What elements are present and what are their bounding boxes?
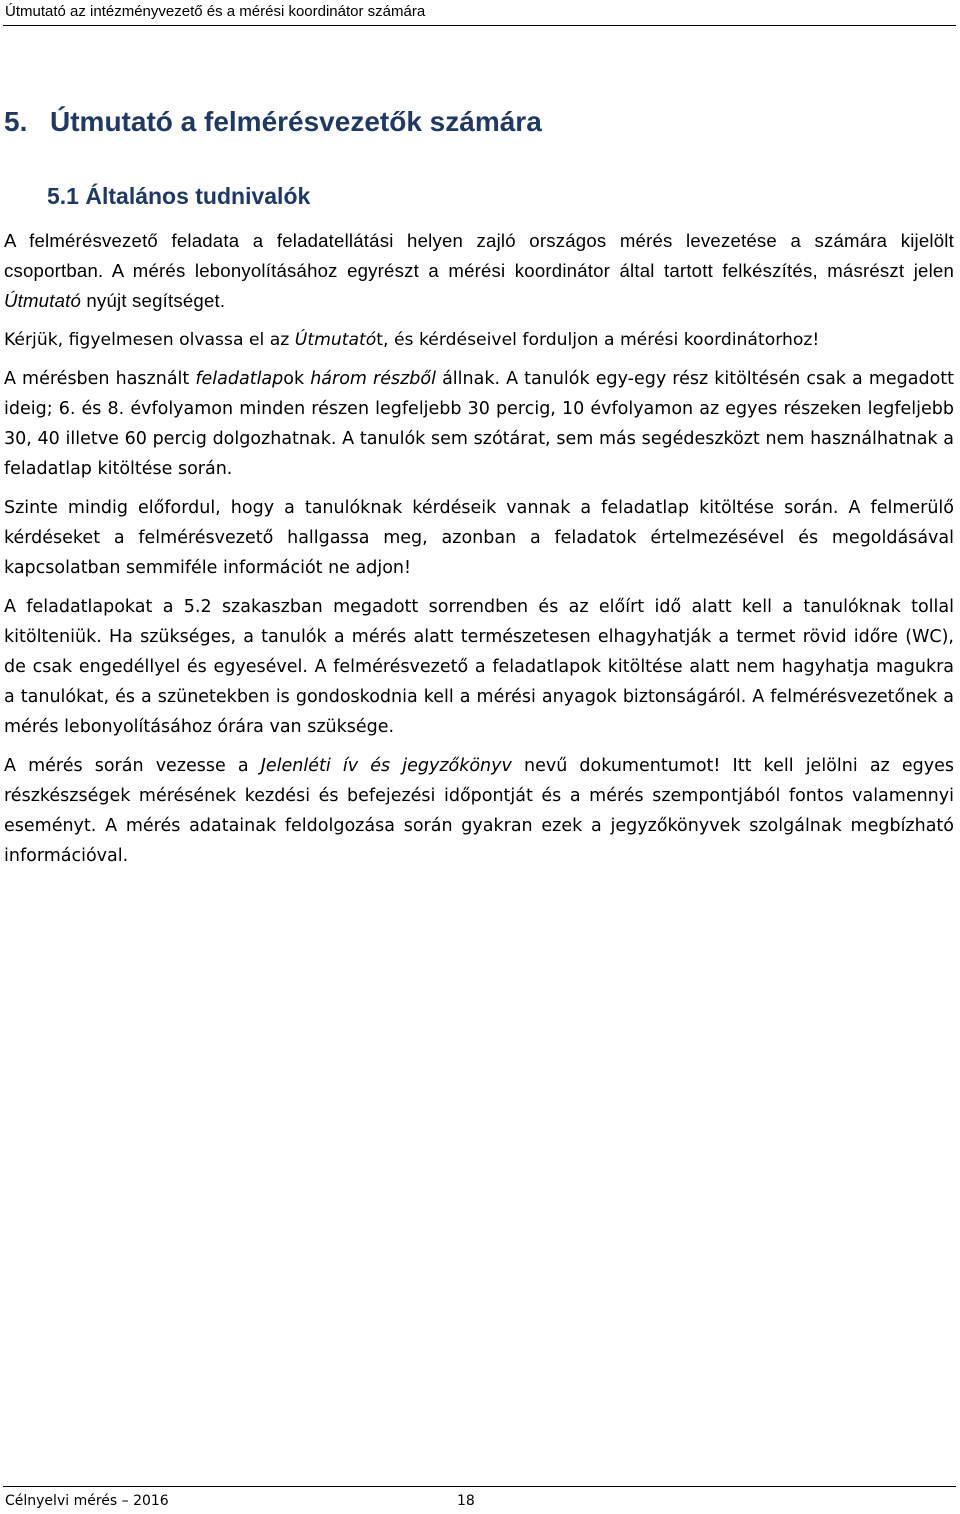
paragraph-order: A feladatlapokat a 5.2 szakaszban megadott sorrendben és az előírt idő alatt kell a tanulóknak tollal kitölteniük. Ha szükséges, a tanulók a mérés alatt természetesen elhagyhatják a termet rövid időre (WC), de csak engedéllyel és egyesével. A felmérésvezető a feladatlapok kitöltése alatt nem hagyhatja magukra a tanulókat, és a szünetekben is gondoskodnia kell a mérési anyagok biztonságáról. A felmérésvezetőnek a mérés lebonyolításához órára van szüksége. (4, 597, 954, 737)
chapter-number: 5. (4, 106, 28, 137)
paragraph-text: A mérés során vezesse a (4, 756, 261, 776)
paragraph-text: t, és kérdéseivel forduljon a mérési koordinátorhoz! (376, 330, 820, 350)
header-divider (3, 25, 956, 26)
emphasis-text: Útmutató (294, 330, 377, 350)
emphasis-text: három részből (310, 369, 436, 389)
emphasis-text: feladatlap (195, 369, 284, 389)
page-number: 18 (457, 1493, 475, 1509)
running-header: Útmutató az intézményvezető és a mérési koordinátor számára (5, 3, 426, 20)
paragraph-text: A felmérésvezető feladata a feladatellátási helyen zajló országos mérés levezetése a számára kijelölt csoportban. A mérés lebonyolításához egyrészt a mérési koordinátor által tartott felkészítés, másrészt jelen (4, 230, 954, 281)
paragraph-request (4, 325, 954, 355)
paragraph-text: nevű dokumentumot! Itt kell jelölni az egyes részkészségek mérésének kezdési és befejezési időpontját és a mérés szempontjából fontos valamennyi eseményt. A mérés adatainak feldolgozása során gyakran ezek a jegyzőkönyvek szolgálnak megbízható információval. (4, 756, 954, 866)
paragraph-text: Kérjük, figyelmesen olvassa el az (4, 330, 295, 350)
paragraph-intro (4, 226, 954, 316)
emphasis-text: Útmutató (4, 290, 82, 311)
paragraph-text: állnak. A tanulók egy-egy rész kitöltésén csak a megadott ideig; 6. és 8. évfolyamon minden részen legfeljebb 30 percig, 10 évfolyamon az egyes részeken legfeljebb 30, 40 illetve 60 percig dolgozhatnak. A tanulók sem szótárat, sem más segédeszközt nem használhatnak a feladatlap kitöltése során. (4, 369, 954, 479)
paragraph-questions: Szinte mindig előfordul, hogy a tanulóknak kérdéseik vannak a feladatlap kitöltése során. A felmerülő kérdéseket a felmérésvezető hallgassa meg, azonban a feladatok értelmezésével és megoldásával kapcsolatban semmiféle információt ne adjon! (4, 498, 954, 578)
footer-label: Célnyelvi mérés – 2016 (5, 1493, 169, 1509)
paragraph-attendance (4, 751, 954, 871)
document-body (4, 226, 954, 880)
paragraph-text: nyújt segítséget. (81, 290, 226, 311)
chapter-heading (4, 104, 542, 140)
section-heading: 5.1 Általános tudnivalók (47, 183, 311, 209)
chapter-title: Útmutató a felmérésvezetők számára (50, 106, 542, 137)
paragraph-worksheets (4, 364, 954, 484)
footer-divider (3, 1486, 956, 1487)
paragraph-text: ok (283, 369, 311, 389)
paragraph-text: A mérésben használt (4, 369, 196, 389)
emphasis-text: Jelenléti ív és jegyzőkönyv (260, 756, 512, 776)
